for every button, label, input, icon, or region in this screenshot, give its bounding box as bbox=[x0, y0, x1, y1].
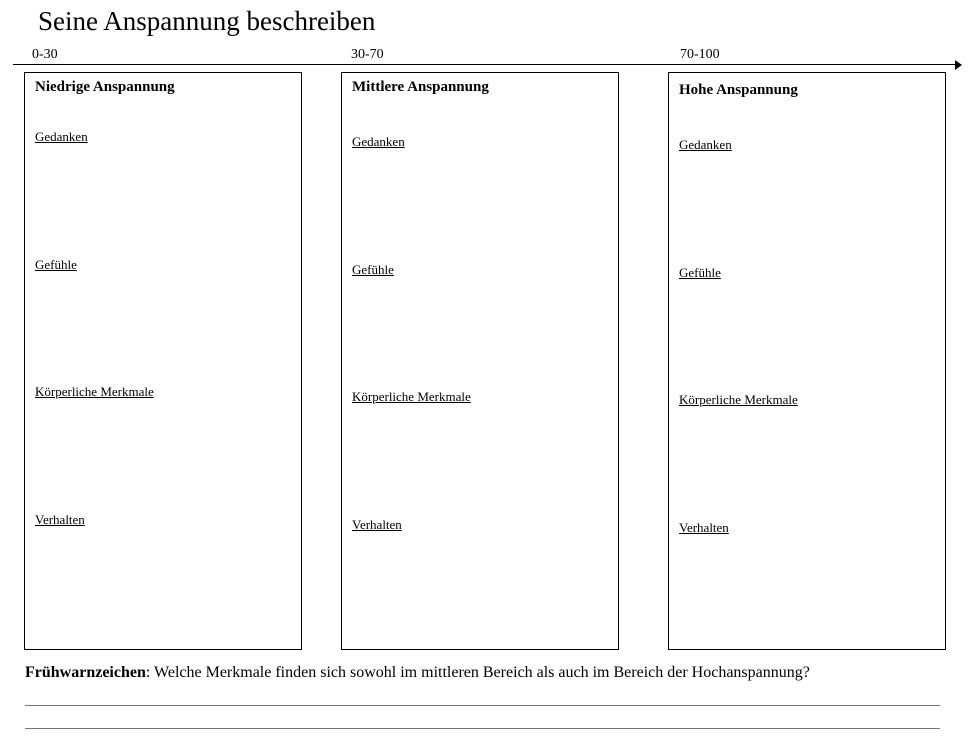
box-high-tension bbox=[668, 72, 946, 650]
section-behavior: Verhalten bbox=[679, 520, 729, 535]
box-medium-tension bbox=[341, 72, 619, 650]
box-heading: Mittlere Anspannung bbox=[352, 79, 489, 95]
box-heading: Hohe Anspannung bbox=[679, 82, 798, 98]
answer-line-1[interactable] bbox=[25, 705, 940, 706]
early-warning-text: : Welche Merkmale finden sich sowohl im mittleren Bereich als auch im Bereich der Hochanspannung? bbox=[145, 664, 810, 681]
box-low-tension bbox=[24, 72, 302, 650]
section-feelings: Gefühle bbox=[679, 265, 721, 280]
range-label-low: 0-30 bbox=[32, 47, 58, 62]
answer-line-2[interactable] bbox=[25, 728, 940, 729]
section-behavior: Verhalten bbox=[35, 512, 85, 527]
range-label-mid: 30-70 bbox=[351, 47, 384, 62]
section-feelings: Gefühle bbox=[352, 262, 394, 277]
section-thoughts: Gedanken bbox=[352, 134, 405, 149]
early-warning-question bbox=[25, 664, 810, 682]
section-thoughts: Gedanken bbox=[679, 137, 732, 152]
tension-axis-line bbox=[13, 64, 958, 65]
section-behavior: Verhalten bbox=[352, 517, 402, 532]
axis-arrow-icon bbox=[955, 60, 962, 70]
section-feelings: Gefühle bbox=[35, 257, 77, 272]
section-physical: Körperliche Merkmale bbox=[352, 389, 471, 404]
early-warning-label: Frühwarnzeichen bbox=[25, 664, 146, 681]
box-heading: Niedrige Anspannung bbox=[35, 79, 175, 95]
section-thoughts: Gedanken bbox=[35, 129, 88, 144]
section-physical: Körperliche Merkmale bbox=[679, 392, 798, 407]
range-label-high: 70-100 bbox=[680, 47, 720, 62]
page-title: Seine Anspannung beschreiben bbox=[38, 6, 376, 36]
section-physical: Körperliche Merkmale bbox=[35, 384, 154, 399]
